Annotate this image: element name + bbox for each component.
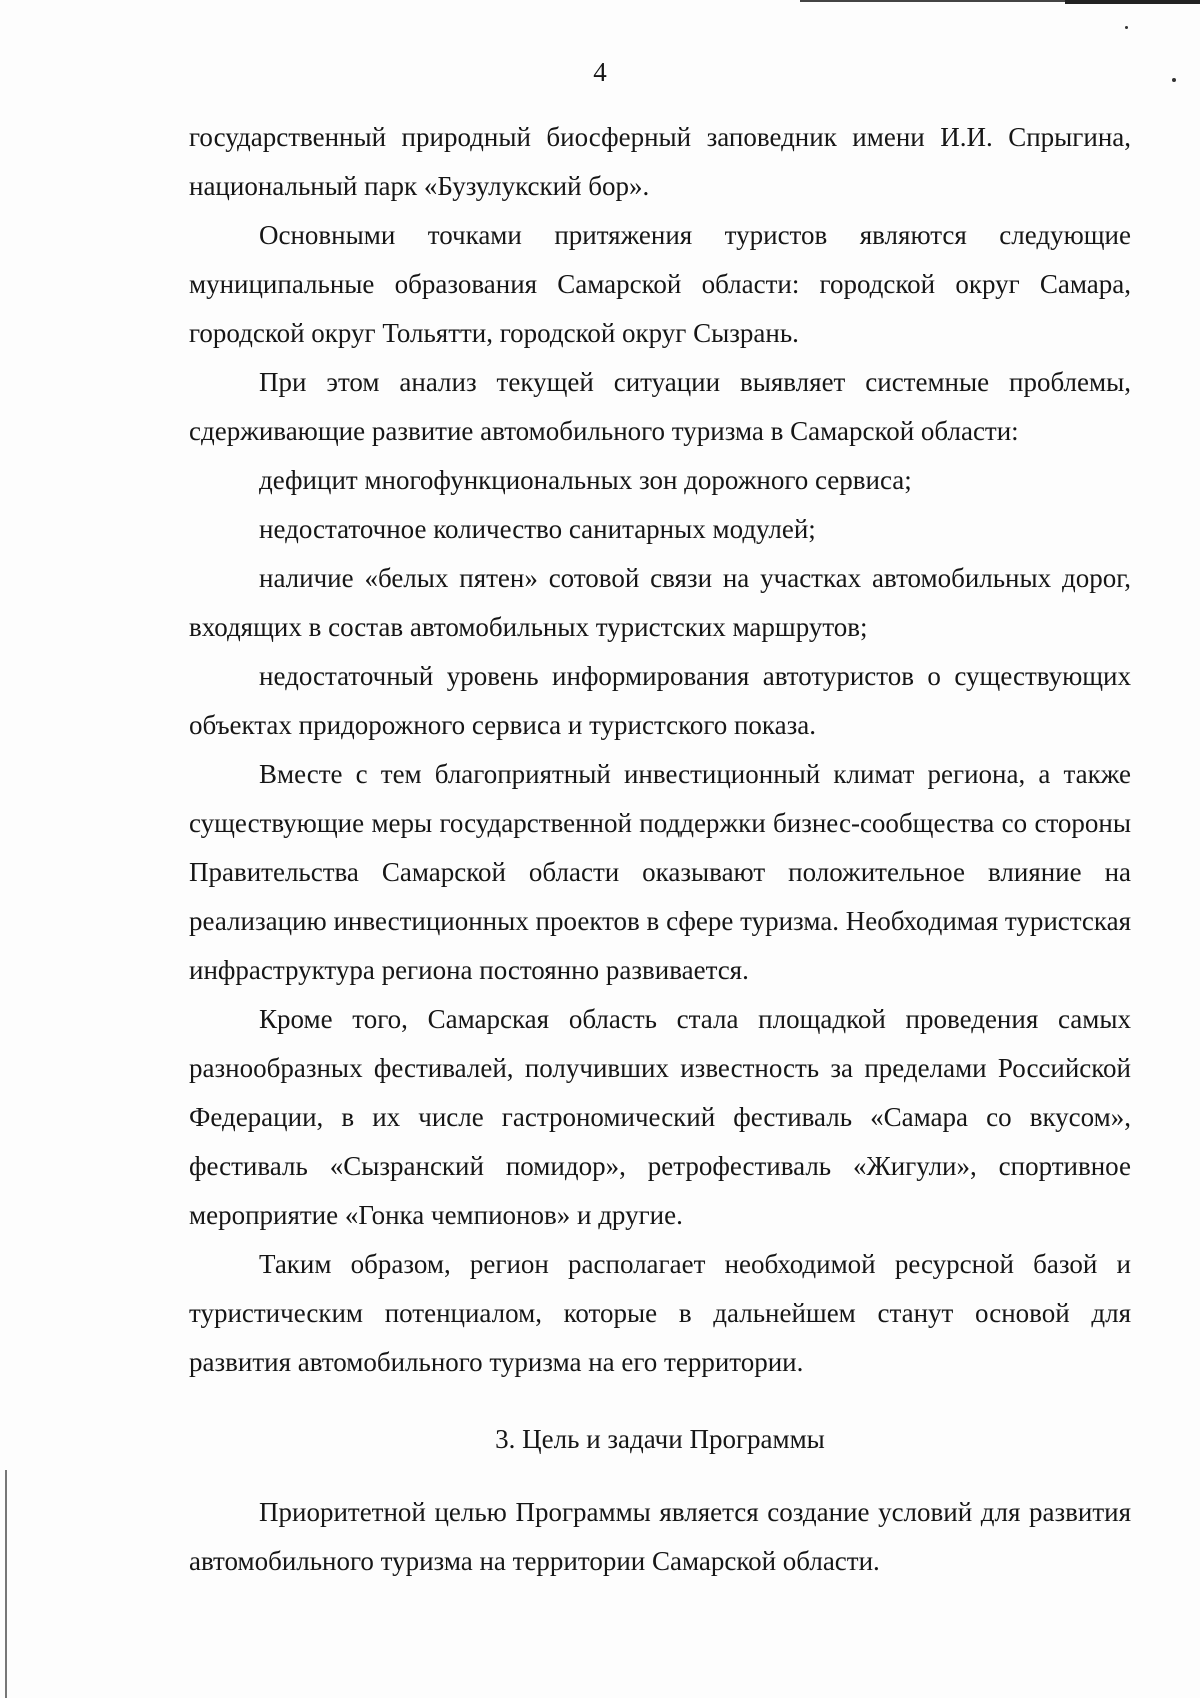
list-item-sanitary-modules: недостаточное количество санитарных модулей; (259, 514, 816, 544)
paragraph-problems-intro: При этом анализ текущей ситуации выявляет системные проблемы, сдерживающие развитие автомобильного туризма в Самарской области: (189, 367, 1131, 446)
scan-speck (1125, 26, 1128, 29)
list-item-cellular-coverage: наличие «белых пятен» сотовой связи на участках автомобильных дорог, входящих в состав автомобильных туристских маршрутов; (189, 563, 1131, 642)
paragraph-continuation: государственный природный биосферный заповедник имени И.И. Спрыгина, национальный парк «Бузулукский бор». (189, 122, 1131, 201)
section-heading: 3. Цель и задачи Программы (495, 1424, 825, 1454)
scan-artifact-top-edge-thick (1065, 0, 1200, 4)
list-item-information-level: недостаточный уровень информирования автотуристов о существующих объектах придорожного сервиса и туристского показа. (189, 661, 1131, 740)
list-item-service-zones: дефицит многофункциональных зон дорожного сервиса; (259, 465, 912, 495)
paragraph-investment-climate: Вместе с тем благоприятный инвестиционный климат региона, а также существующие меры государственной поддержки бизнес-сообщества со стороны Правительства Самарской области оказывают положительное влияние на реализацию инвестиционных проектов в сфере туризма. Необходимая туристская инфраструктура региона постоянно развивается. (189, 759, 1131, 985)
scan-artifact-top-edge (800, 0, 1090, 2)
scan-artifact-left-edge (5, 1470, 7, 1698)
paragraph-program-goal: Приоритетной целью Программы является создание условий для развития автомобильного туризма на территории Самарской области. (189, 1497, 1131, 1576)
paragraph-attraction-points: Основными точками притяжения туристов являются следующие муниципальные образования Самарской области: городской округ Самара, городской округ Тольятти, городской округ Сызрань. (189, 220, 1131, 348)
paragraph-conclusion: Таким образом, регион располагает необходимой ресурсной базой и туристическим потенциалом, которые в дальнейшем станут основой для развития автомобильного туризма на его территории. (189, 1249, 1131, 1377)
paragraph-festivals: Кроме того, Самарская область стала площадкой проведения самых разнообразных фестивалей, получивших известность за пределами Российской Федерации, в их числе гастрономический фестиваль «Самара со вкусом», фестиваль «Сызранский помидор», ретрофестиваль «Жигули», спортивное мероприятие «Гонка чемпионов» и другие. (189, 1004, 1131, 1230)
document-body (189, 113, 1131, 1586)
page-number: 4 (593, 57, 607, 87)
